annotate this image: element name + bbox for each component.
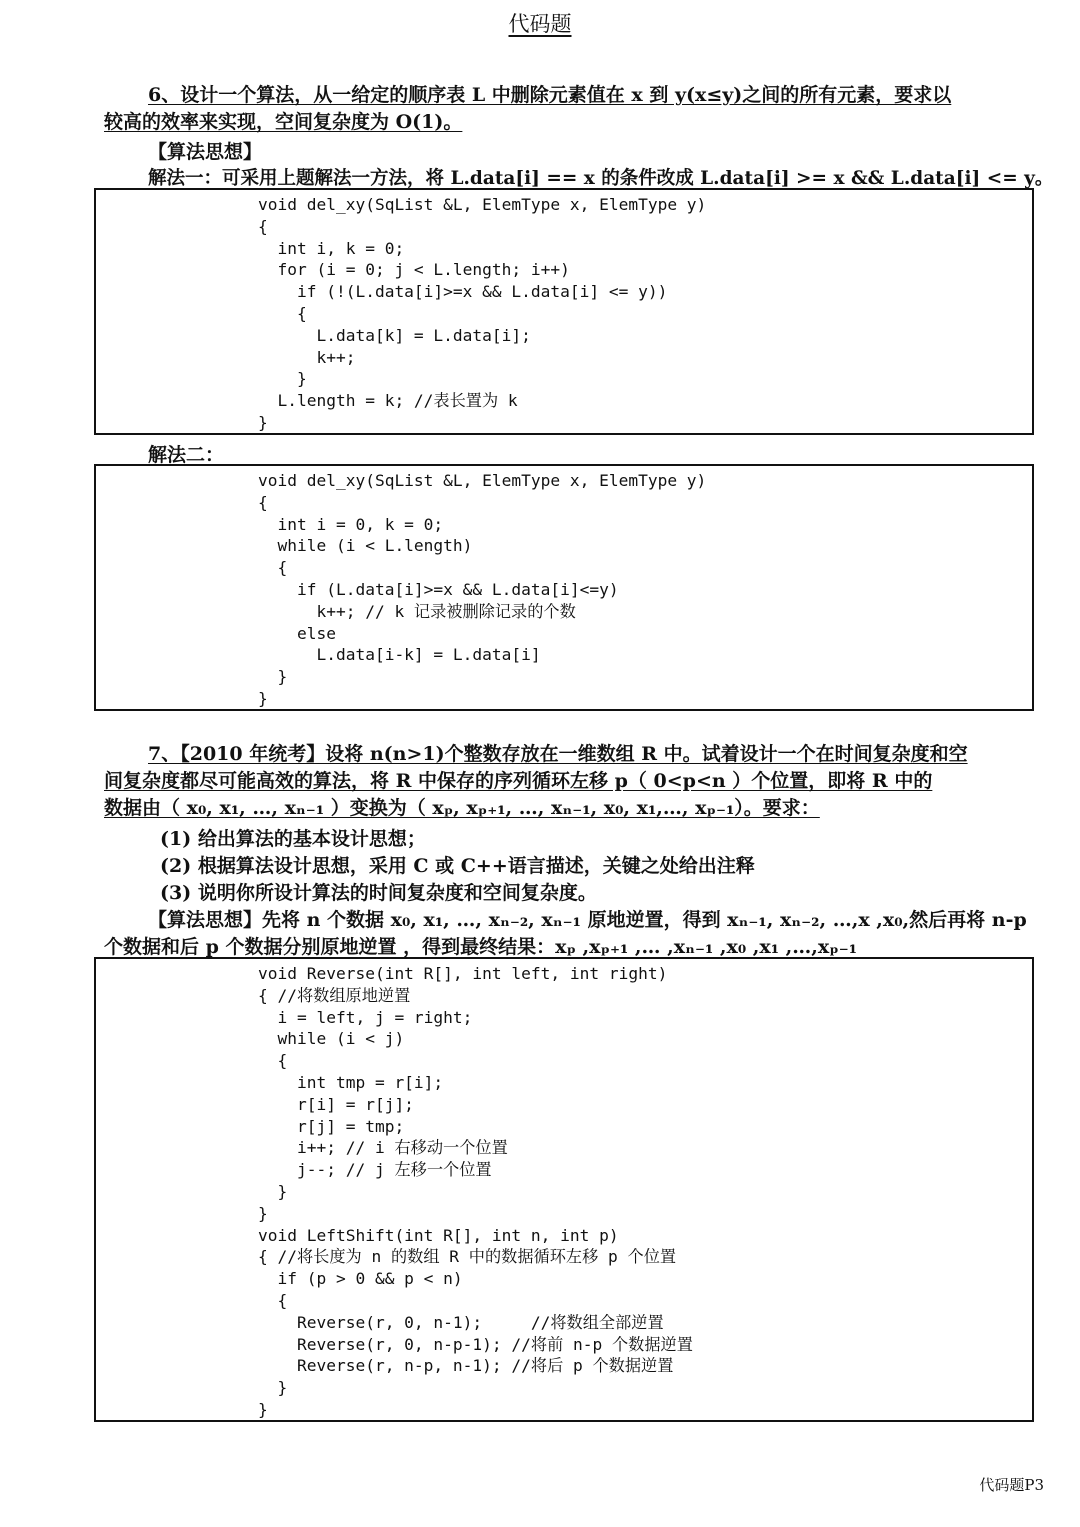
q6-statement [104,82,1034,136]
q7-requirement-3: (3) 说明你所设计算法的时间复杂度和空间复杂度。 [160,882,597,904]
q7-statement [104,741,1034,822]
q7-line-3: 数据由（ x₀, x₁, …, xₙ₋₁ ）变换为（ xₚ, xₚ₊₁, …, xₙ₋₁, x₀, x₁,…, xₚ₋₁）。要求： [104,797,820,819]
q6-method1-text: 解法一：可采用上题解法一方法，将 L.data[i] == x 的条件改成 L.data[i] >= x && L.data[i] <= y。 [148,168,1054,189]
q7-line-2: 间复杂度都尽可能高效的算法，将 R 中保存的序列循环左移 p（ 0<p<n ）个位置，即将 R 中的 [104,770,933,792]
q6-line-1: 6、设计一个算法，从一给定的顺序表 L 中删除元素值在 x 到 y(x≤y)之间的所有元素，要求以 [148,84,952,106]
q6-heading: 【算法思想】 [148,141,263,163]
q6-method1-code: void del_xy(SqList &L, ElemType x, ElemType y) { int i, k = 0; for (i = 0; j < L.length; i++) if (!(L.data[i]>=x && L.data[i] <= y)) { L.data[k] = L.data[i]; k++; } L.length = k; //表长置为 k } [258,195,707,432]
page-number: 代码题P3 [979,1476,1044,1494]
q6-method1-code-box [94,188,1034,435]
page-header [0,8,1080,38]
q7-requirement-2: (2) 根据算法设计思想，采用 C 或 C++语言描述，关键之处给出注释 [160,855,755,877]
q6-method2-code-box [94,464,1034,711]
q7-idea-line-2: 个数据和后 p 个数据分别原地逆置 ，得到最终结果：xₚ ,xₚ₊₁ ,… ,xₙ₋₁ ,x₀ ,x₁ ,…,xₚ₋₁ [104,936,858,958]
q6-method2-label: 解法二： [148,444,225,466]
q6-line-2: 较高的效率来实现，空间复杂度为 O(1)。 [104,111,463,133]
q7-code: void Reverse(int R[], int left, int right) { //将数组原地逆置 i = left, j = right; while (i < j) { int tmp = r[i]; r[i] = r[j]; r[j] = tmp; i++; // i 右移动一个位置 j--; // j 左移一个位置 } } void LeftShift(int R[], int n, int p) { //将长度为 n 的数组 R 中的数据循环左移 p 个位置 if (p > 0 && p < n) { Reverse(r, 0, n-1); //将数组全部逆置 Reverse(r, 0, n-p-1); //将前 n-p 个数据逆置 Reverse(r, n-p, n-1); //将后 p 个数据逆置 } } [258,964,693,1419]
page-title: 代码题 [508,12,572,36]
q7-requirement-1: (1) 给出算法的基本设计思想； [160,828,426,850]
q7-idea-line-1: 【算法思想】先将 n 个数据 x₀, x₁, …, xₙ₋₂, xₙ₋₁ 原地逆置，得到 xₙ₋₁, xₙ₋₂, …,x ,x₀,然后再将 n-p [148,909,1027,931]
q6-method2-code: void del_xy(SqList &L, ElemType x, ElemType y) { int i = 0, k = 0; while (i < L.length) { if (L.data[i]>=x && L.data[i]<=y) k++; // k 记录被删除记录的个数 else L.data[i-k] = L.data[i] } } [258,471,707,708]
q7-line-1: 7、【2010 年统考】设将 n(n>1)个整数存放在一维数组 R 中。试着设计一个在时间复杂度和空 [148,743,968,765]
q7-code-box [94,957,1034,1422]
